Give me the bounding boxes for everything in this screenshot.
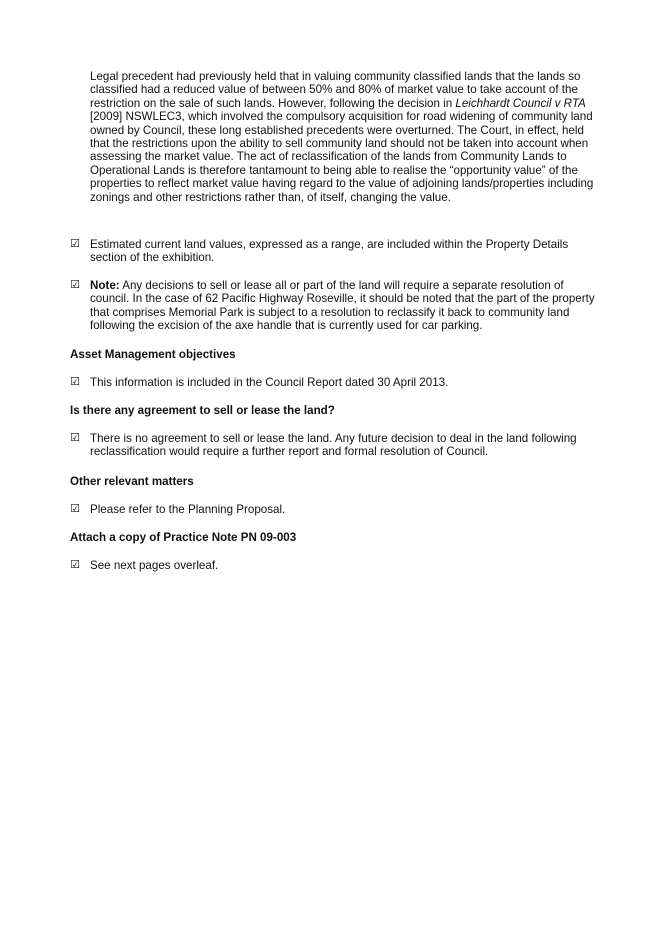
note-text: Any decisions to sell or lease all or part of the land will require a separate resolution of council. In the case of 62 Pacific Highway Roseville, it should be noted that the part of the property that comprises Memorial Park is subject to a resolution to reclassify it back to community land following the excision of the axe handle that is currently used for car parking.	[90, 279, 595, 333]
bullet-text: Please refer to the Planning Proposal.	[90, 503, 286, 516]
checkbox-icon: ☑	[70, 238, 80, 250]
checkbox-icon: ☑	[70, 559, 80, 571]
paragraph-text-2: [2009] NSWLEC3, which involved the compulsory acquisition for road widening of community land owned by Council, these long established precedents were overturned. The Court, in effect, held that the restrictions upon the ability to sell community land should not be taken into account when assessing the market value. The act of reclassification of the lands from Community Lands to Operational Lands is therefore tantamount to being able to realise the “opportunity value” of the properties to reflect market value having regard to the value of adjoining lands/properties including zonings and other restrictions rather than, of itself, changing the value.	[90, 110, 594, 204]
heading-attach-practice-note: Attach a copy of Practice Note PN 09-003	[70, 531, 297, 544]
bullet-note	[70, 279, 598, 333]
bullet-text: There is no agreement to sell or lease the land. Any future decision to deal in the land following reclassification would require a further report and formal resolution of Council.	[90, 432, 577, 459]
bullet-asset-info	[70, 376, 598, 389]
paragraph-text-1: Legal precedent had previously held that in valuing community classified lands that the lands so classified had a reduced value of between 50% and 80% of market value to take account of the restriction on the sale of such lands. However, following the decision in	[90, 70, 581, 110]
bullet-text: This information is included in the Council Report dated 30 April 2013.	[90, 376, 449, 389]
heading-asset-management: Asset Management objectives	[70, 348, 236, 361]
checkbox-icon: ☑	[70, 503, 80, 515]
checkbox-icon: ☑	[70, 279, 80, 291]
heading-agreement: Is there any agreement to sell or lease the land?	[70, 404, 335, 417]
case-name: Leichhardt Council v RTA	[455, 96, 586, 110]
note-label: Note:	[90, 279, 120, 292]
bullet-text: See next pages overleaf.	[90, 559, 219, 572]
bullet-agreement	[70, 432, 598, 459]
bullet-attach	[70, 559, 598, 572]
checkbox-icon: ☑	[70, 432, 80, 444]
bullet-land-values	[70, 238, 598, 265]
checkbox-icon: ☑	[70, 376, 80, 388]
bullet-other	[70, 503, 598, 516]
bullet-text: Estimated current land values, expressed as a range, are included within the Property Details section of the exhibition.	[90, 238, 569, 265]
legal-precedent-paragraph	[90, 70, 598, 204]
heading-other-matters: Other relevant matters	[70, 475, 194, 488]
